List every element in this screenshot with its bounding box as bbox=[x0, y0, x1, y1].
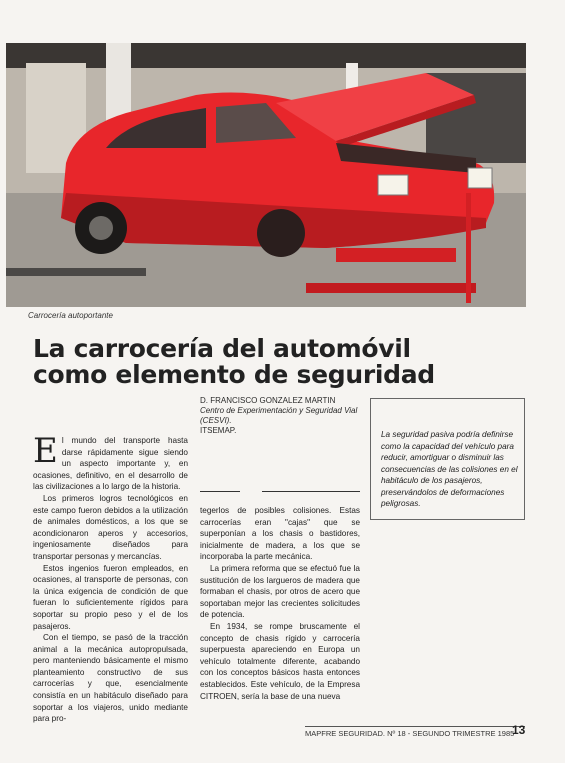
running-footer: MAPFRE SEGURIDAD. Nº 18 - SEGUNDO TRIMESTRE 1985 bbox=[305, 726, 525, 738]
body-column-1 bbox=[33, 435, 188, 725]
pull-quote-box: La seguridad pasiva podría definirse como la capacidad del vehículo para reducir, amortiguar o disminuir las consecuencias de las colisiones en el habitáculo de los pasajeros, preservándolos de deformaciones peligrosas. bbox=[370, 398, 525, 520]
body-paragraph: Estos ingenios fueron empleados, en ocasiones, al transporte de personas, con la única exigencia de condición de que fueran lo suficientemente rígidos para soportar su propio peso y el de los pasajeros. bbox=[33, 563, 188, 631]
body-paragraph: El mundo del transporte hasta darse rápidamente sigue siendo un aspecto importante y, en ocasiones, definitivo, en el desarrollo de las civilizaciones a lo largo de la historia. bbox=[33, 435, 188, 492]
car-photo bbox=[6, 43, 526, 307]
author-name: D. FRANCISCO GONZALEZ MARTIN bbox=[200, 396, 336, 405]
body-column-2 bbox=[200, 505, 360, 725]
page-number: 13 bbox=[512, 723, 526, 737]
body-paragraph: La primera reforma que se efectuó fue la sustitución de los largueros de madera que formaban el chasis, por otros de acero que soportaban mejor las crecientes solicitudes de potencia. bbox=[200, 563, 360, 620]
photo-caption: Carrocería autoportante bbox=[28, 311, 113, 320]
divider-rule bbox=[262, 491, 360, 492]
drop-cap: E bbox=[33, 435, 58, 471]
divider-rule bbox=[200, 491, 240, 492]
byline bbox=[200, 396, 370, 436]
author-org: ITSEMAP. bbox=[200, 426, 237, 435]
body-paragraph: Con el tiempo, se pasó de la tracción animal a la mecánica autopropulsada, pero manteniendo básicamente el mismo planteamiento constructivo de sus carrocerías y que, esencialmente consistía en un habitáculo diseñado para soportar a los viajeros, unido mediante para pro- bbox=[33, 633, 188, 724]
body-paragraph: Los primeros logros tecnológicos en este campo fueron debidos a la utilización de animales domésticos, a los que se acondicionaron aperos y accesorios, ingeniosamente diseñados para transportar personas y mercancías. bbox=[33, 493, 188, 561]
article-headline: La carrocería del automóvil como elemento de seguridad bbox=[33, 334, 435, 389]
author-institution: Centro de Experimentación y Seguridad Vial (CESVI). bbox=[200, 406, 358, 425]
car-photo-illustration bbox=[6, 43, 526, 307]
body-paragraph: En 1934, se rompe bruscamente el concepto de chasis rígido y carrocería superpuesta apareciendo en Europa un vehículo totalmente diferente, acabando con los conceptos básicos hasta entonces establecidos. Este vehículo, de la Empresa CITROEN, sería la base de una nueva bbox=[200, 621, 360, 701]
body-paragraph: tegerlos de posibles colisiones. Estas carrocerías eran "cajas" que se superponían a los chasis o bastidores, inicialmente de madera, a los que se incorporaba la parte mecánica. bbox=[200, 506, 360, 562]
